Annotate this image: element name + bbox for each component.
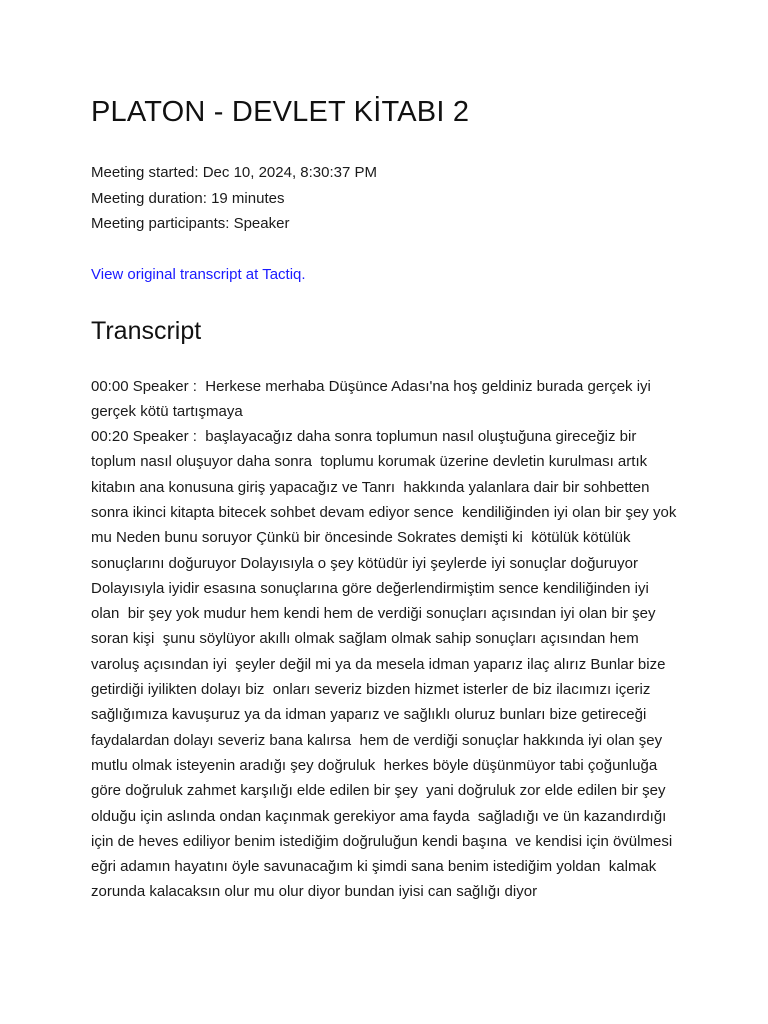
meeting-started: Meeting started: Dec 10, 2024, 8:30:37 PM (91, 164, 378, 181)
transcript-heading: Transcript (91, 316, 202, 345)
transcript-entry: 00:00 Speaker : Herkese merhaba Düşünce Adası'na hoş geldiniz burada gerçek iyi gerçek kötü tartışmaya (91, 377, 656, 420)
meeting-info (91, 160, 678, 237)
document-title: PLATON - DEVLET KİTABI 2 (91, 96, 470, 128)
transcript-body (91, 374, 681, 905)
transcript-entry: 00:20 Speaker : başlayacağız daha sonra toplumun nasıl oluştuğuna gireceğiz bir toplum nasıl oluşuyor daha sonra toplumu korumak üzerine devletin kurulması artık kitabın ana konusuna giriş yapacağız ve Tanrı hakkında yalanlara dair bir sohbetten sonra ikinci kitapta bitecek sohbet devam ediyor sence kendiliğinden iyi olan bir şey yok mu Neden bunu soruyor Çünkü bir öncesinde Sokrates demişti ki kötülük kötülük sonuçlarını doğuruyor Dolayısıyla o şey kötüdür iyi şeylerde iyi sonuçlar doğuruyor Dolayısıyla iyidir esasına sonuçlarına göre değerlendirmiştim sence kendiliğinden iyi olan bir şey yok mudur hem kendi hem de verdiği sonuçları açısından iyi olan bir şey soran kişi şunu söylüyor akıllı olmak sağlam olmak sahip sonuçları açısından hem varoluş açısından iyi şeyler değil mi ya da mesela idman yaparız ilaç alırız Bunlar bize getirdiği iyilikten dolayı biz onları severiz bizden hizmet isterler de biz ilacımızı içeriz sağlığımıza kavuşuruz ya da idman yaparız ve sağlıklı oluruz bunları bize getireceği faydalardan dolayı severiz bana kalırsa hem de verdiği sonuçlar hakkında iyi olan şey mutlu olmak isteyenin aradığı şey doğruluk herkes böyle düşünmüyor tabi çoğunluğa göre doğruluk zahmet karşılığı elde edilen bir şey yani doğruluk zor elde edilen bir şey olduğu için aslında ondan kaçınmak gerekiyor ama fayda sağladığı ve ün kazandırdığı için de heves ediliyor benim istediğim doğruluğun kendi başına ve kendisi için övülmesi eğri adamın hayatını öyle savunacağım ki şimdi sana benim istediğim yoldan kalmak zorunda kalacaksın olur mu olur diyor bundan iyisi can sağlığı diyor (91, 428, 681, 901)
view-original-transcript-link[interactable]: View original transcript at Tactiq. (91, 265, 306, 283)
meeting-participants: Meeting participants: Speaker (91, 215, 290, 232)
meeting-duration: Meeting duration: 19 minutes (91, 189, 285, 207)
